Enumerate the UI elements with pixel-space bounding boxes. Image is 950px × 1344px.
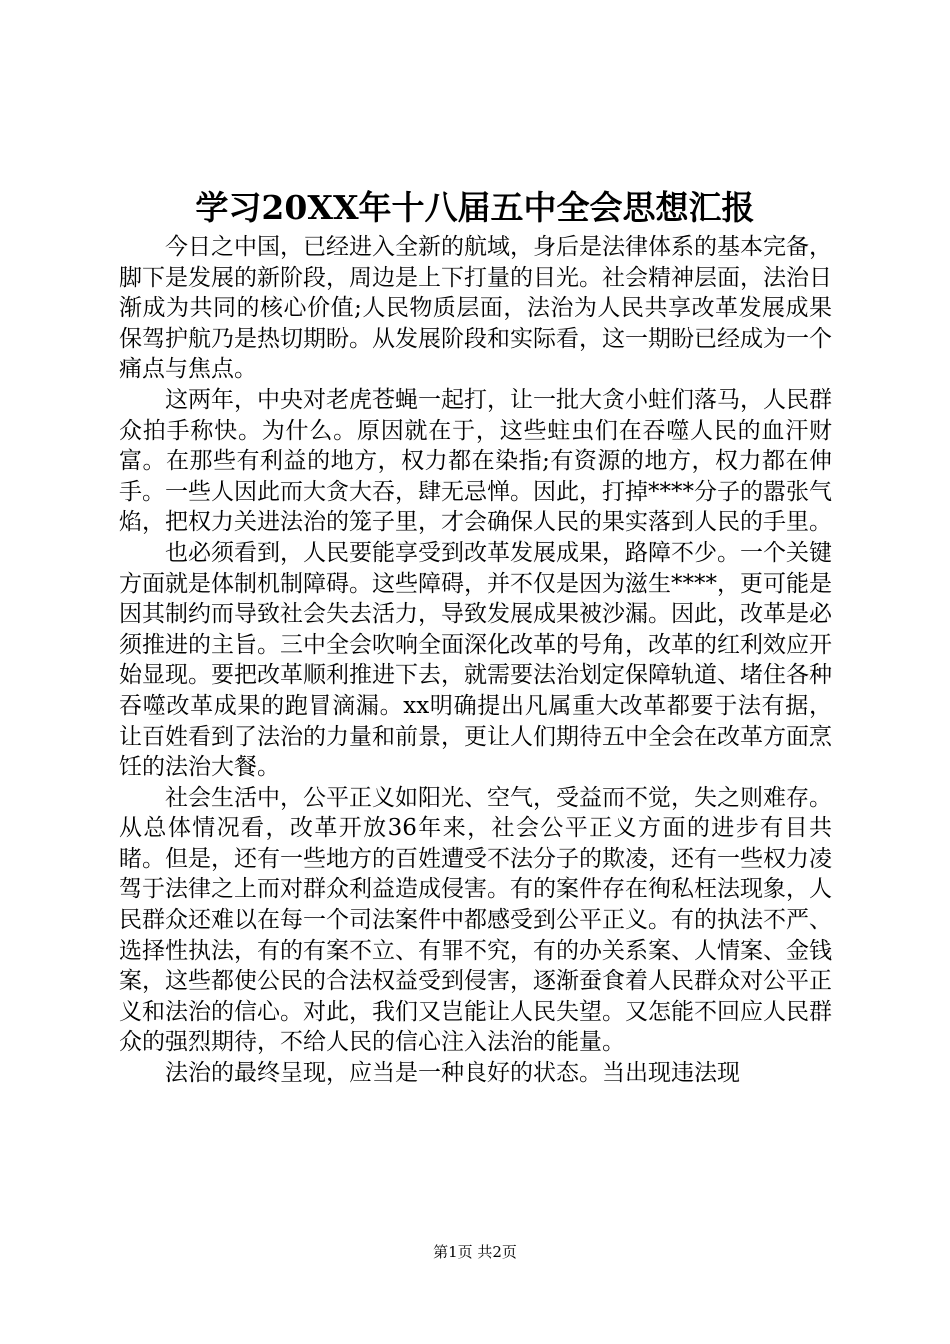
paragraph-2: 这两年，中央对老虎苍蝇一起打，让一批大贪小蛀们落马，人民群众拍手称快。为什么。原因就在于，这些蛀虫们在吞噬人民的血汗财富。在那些有利益的地方，权力都在染指;有资源的地方，权力都在伸手。一些人因此而大贪大吞，肆无忌惮。因此，打掉****分子的嚣张气焰，把权力关进法治的笼子里，才会确保人民的果实落到人民的手里。 xyxy=(119,386,832,536)
paragraph-1: 今日之中国，已经进入全新的航域，身后是法律体系的基本完备，脚下是发展的新阶段，周边是上下打量的目光。社会精神层面，法治日渐成为共同的核心价值;人民物质层面，法治为人民共享改革发展成果保驾护航乃是热切期盼。从发展阶段和实际看，这一期盼已经成为一个痛点与焦点。 xyxy=(119,234,832,383)
page-number-footer: 第1页 共2页 xyxy=(433,1243,517,1261)
document-body xyxy=(119,232,832,1089)
paragraph-3: 也必须看到，人民要能享受到改革发展成果，路障不少。一个关键方面就是体制机制障碍。这些障碍，并不仅是因为滋生****，更可能是因其制约而导致社会失去活力，导致发展成果被沙漏。因此，改革是必须推进的主旨。三中全会吹响全面深化改革的号角，改革的红利效应开始显现。要把改革顺利推进下去，就需要法治划定保障轨道、堵住各种吞噬改革成果的跑冒滴漏。xx明确提出凡属重大改革都要于法有据，让百姓看到了法治的力量和前景，更让人们期待五中全会在改革方面烹饪的法治大餐。 xyxy=(119,539,832,781)
paragraph-4: 社会生活中，公平正义如阳光、空气，受益而不觉，失之则难存。从总体情况看，改革开放36年来，社会公平正义方面的进步有目共睹。但是，还有一些地方的百姓遭受不法分子的欺凌，还有一些权力凌驾于法律之上而对群众利益造成侵害。有的案件存在徇私枉法现象，人民群众还难以在每一个司法案件中都感受到公平正义。有的执法不严、选择性执法，有的有案不立、有罪不究，有的办关系案、人情案、金钱案，这些都使公民的合法权益受到侵害，逐渐蚕食着人民群众对公平正义和法治的信心。对此，我们又岂能让人民失望。又怎能不回应人民群众的强烈期待，不给人民的信心注入法治的能量。 xyxy=(119,784,832,1056)
document-title: 学习20XX年十八届五中全会思想汇报 xyxy=(195,188,755,227)
paragraph-5: 法治的最终呈现，应当是一种良好的状态。当出现违法现 xyxy=(165,1060,740,1087)
